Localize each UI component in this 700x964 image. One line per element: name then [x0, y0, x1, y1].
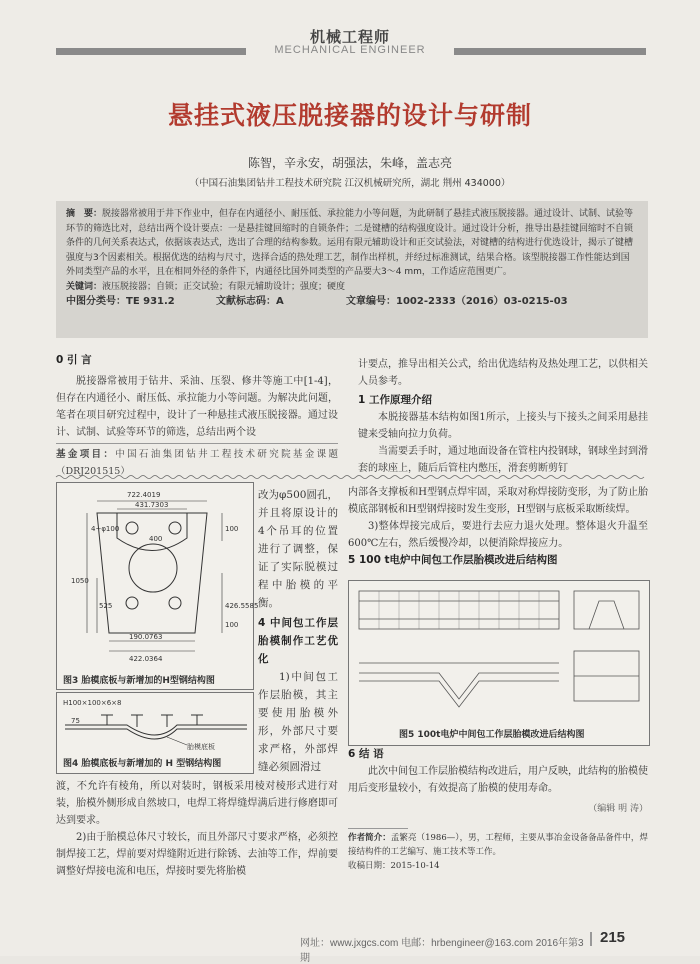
- fund-note: 基金项目：中国石油集团钻井工程技术研究院基金课题（DRJ201515）: [56, 443, 338, 480]
- heading-principle: 1 工作原理介绍: [358, 394, 432, 406]
- heading-figure5: 5 100 t电炉中间包工作层胎模改进后结构图: [348, 554, 558, 566]
- left-column-bottom: [56, 778, 338, 880]
- paper-title: 悬挂式液压脱接器的设计与研制: [167, 101, 532, 130]
- figure-5-caption: 图5 100t电炉中间包工作层胎模改进后结构图: [399, 730, 585, 740]
- right-lower-paragraph-1: 内部各支撑板和H型钢点焊牢固，采取对称焊接防变形，为了防止胎模底部钢板和H型钢焊接时发生变形，H型钢与底板采取断续焊。: [348, 487, 648, 515]
- right-lower-paragraph-2: 3)整体焊接完成后，要进行去应力退火处理。整体退火升温至600℃左右，然后缓慢冷却，以便消除焊接应力。: [348, 521, 648, 549]
- left-column-top: [56, 352, 338, 480]
- right-column-top: [358, 356, 648, 477]
- page-number: 215: [600, 929, 626, 946]
- classification-row: [66, 295, 638, 310]
- authors: 陈智，辛永安，胡强法，朱峰，盖志亮: [247, 156, 452, 170]
- dim-400: 400: [149, 535, 163, 543]
- dim-100-bottom: 100: [225, 621, 239, 629]
- heading-optimization: 4 中间包工作层胎模制作工艺优化: [258, 617, 338, 665]
- middle-paragraph-2: 1)中间包工作层胎模，其主要使用胎模外形，外部尺寸要求严格，外部焊缝必须圆滑过: [258, 671, 338, 773]
- dim-1050: 1050: [71, 577, 89, 585]
- abstract-box: [56, 201, 648, 338]
- abstract-label: 摘 要：: [66, 209, 103, 219]
- dim-4phi100: 4~φ100: [91, 525, 120, 533]
- right-column-lower: [348, 484, 648, 569]
- figure-4-caption: 图4 胎模底板与新增加的 H 型钢结构图: [63, 759, 222, 769]
- intro-paragraph: 脱接器常被用于钻井、采油、压裂、修井等施工中[1-4]，但存在内通径小、耐压低、承拉能力小等问题。为解决此问题，笔者在项目研究过程中，设计了一种悬挂式液压脱接器。通过设计、试制、试验等环节的筛选，总结出两个设: [56, 376, 338, 438]
- editor-note: （编辑 明 涛）: [588, 804, 648, 814]
- doc-code: 文献标志码：A: [216, 296, 284, 307]
- figure-3-drawing: [57, 483, 259, 673]
- figure-3-caption: 图3 胎模底板与新增加的H型钢结构图: [63, 676, 215, 686]
- article-number: 文章编号：1002-2333（2016）03-0215-03: [346, 296, 568, 307]
- author-bio: 作者简介：孟繁亮（1986—），男，工程师，主要从事冶金设备备品备件中，焊接结构件的工艺编写、施工技术等工作。: [348, 833, 648, 857]
- middle-paragraph-1: 改为φ500圆孔，并且将原设计的4个吊耳的位置进行了调整，保证了实际脱模过程中胎模的平衡。: [258, 489, 338, 609]
- dim-190: 190.0763: [129, 633, 163, 641]
- footer-divider: [590, 932, 592, 946]
- keywords: 关键词：液压脱接器；自锁；正交试验；有限元辅助设计；强度；硬度: [66, 281, 346, 292]
- affiliation: （中国石油集团钻井工程技术研究院 江汉机械研究所，湖北 荆州 434000）: [189, 178, 511, 189]
- figure-5-drawing: [349, 581, 649, 725]
- fig4-base-label: 胎模底板: [187, 743, 215, 751]
- wavy-separator: [56, 474, 648, 480]
- abstract-text: 脱接器常被用于井下作业中，但存在内通径小、耐压低、承拉能力小等问题，为此研制了悬挂式液压脱接器。通过设计、试制、试验等环节的筛选比对，总结出两个设计要点：一是悬挂键回缩时的自锁条件；二是键槽的结构强度设计。通过设计分析，推导出悬挂键回缩时不自锁条件的几何关系表达式，依据该表达式，选出了合理的结构参数。运用有限元辅助设计和正交试验法，对键槽的结构进行优选设计，揭示了键槽强度与3个因素相关。根据优选的结构与尺寸，选择合适的热处理工艺，制作出样机，并经过标准测试，结果合格。该型脱接器工作性能达到国外同类型产品的水平，且在相同外径的条件下，内通径比国外同类型的产品要大3～4 mm，工作适应范围更广。: [66, 209, 634, 277]
- left-bottom-paragraph-2: 2)由于胎模总体尺寸较长，而且外部尺寸要求严格，必须控制焊接工艺，焊前要对焊缝附近进行除锈、去油等工作，焊前要调整好焊接电流和电压，焊接时要先将胎模: [56, 832, 338, 877]
- figure-3: [56, 482, 259, 690]
- footnote-rule: [348, 828, 408, 829]
- figure-5: [348, 580, 650, 746]
- dim-426: 426.5585: [225, 602, 259, 610]
- dim-431: 431.7303: [135, 501, 169, 509]
- left-bottom-paragraph-1: 渡，不允许有棱角，所以对装时，钢板采用棱对棱形式进行对装，胎模外侧形成自然坡口，电焊工将焊缝焊满后进行修磨即可达到要求。: [56, 781, 338, 826]
- dim-525: 525: [99, 602, 113, 610]
- received-date: 收稿日期：2015-10-14: [348, 861, 440, 871]
- dim-422: 422.0364: [129, 655, 163, 663]
- conclusion-section: [348, 746, 648, 873]
- clc-number: 中图分类号：TE 931.2: [66, 296, 175, 307]
- right-paragraph-1: 计要点，推导出相关公式，给出优选结构及热处理工艺，以供相关人员参考。: [358, 359, 648, 387]
- conclusion-paragraph: 此次中间包工作层胎模结构改进后，用户反映，此结构的胎模使用后变形量较小，有效提高了胎模的使用寿命。: [348, 766, 648, 794]
- journal-name-cn: 机械工程师: [309, 28, 390, 46]
- right-paragraph-3: 当需要丢手时，通过地面设备在管柱内投钢球，钢球坐封到滑套的球座上，随后后管柱内憋压，滑套剪断剪钉: [358, 446, 648, 474]
- heading-conclusion: 6 结 语: [348, 748, 384, 760]
- heading-intro: 0 引 言: [56, 354, 92, 366]
- figure-4: [56, 692, 254, 774]
- dim-100-top: 100: [225, 525, 239, 533]
- journal-name-en: MECHANICAL ENGINEER: [274, 44, 426, 56]
- middle-column: [258, 486, 338, 776]
- dim-722: 722.4019: [127, 491, 161, 499]
- fig4-dim: 75: [71, 717, 80, 725]
- right-paragraph-2: 本脱接器基本结构如图1所示，上接头与下接头之间采用悬挂键来受轴向拉力负荷。: [358, 412, 648, 440]
- fig4-h-label: H100×100×6×8: [63, 699, 122, 707]
- figure-4-drawing: [57, 693, 253, 755]
- footer-info: 网址：www.jxgcs.com 电邮：hrbengineer@163.com 2016年第3期: [300, 938, 584, 964]
